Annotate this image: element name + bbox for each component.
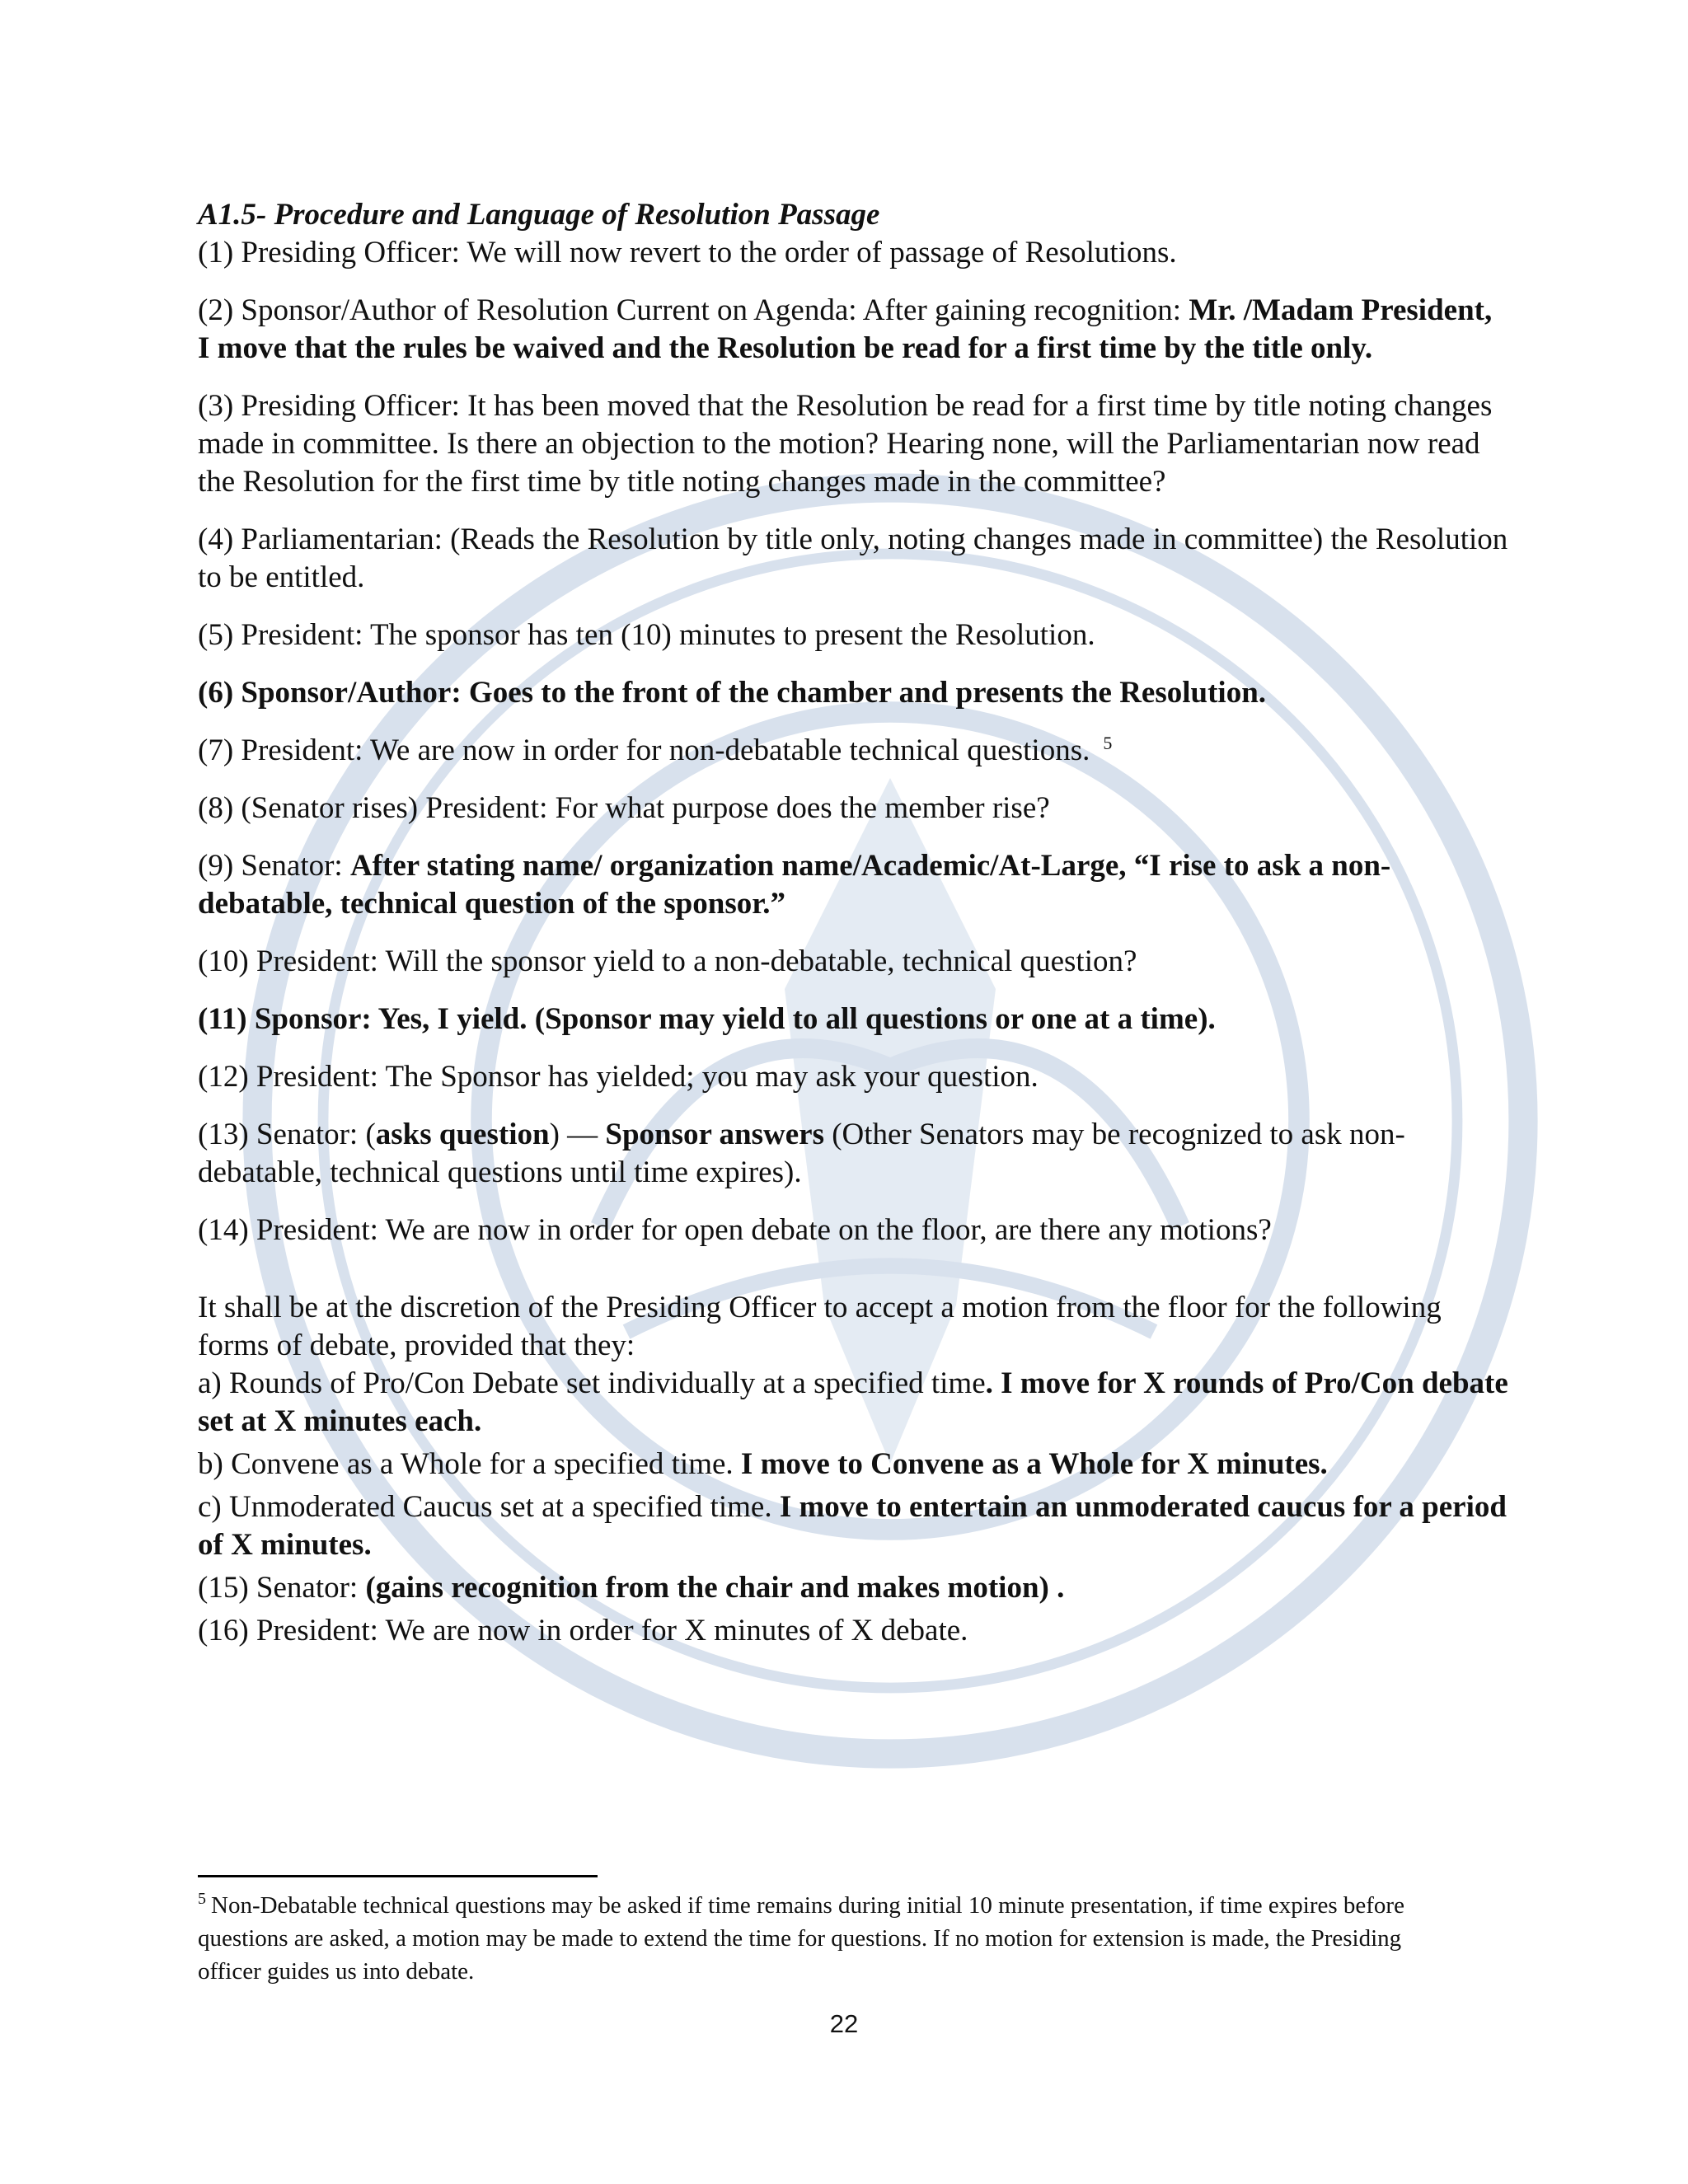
footnote-reference[interactable]: 5	[1103, 732, 1113, 753]
paragraph-13-text-c: (Other Senators may be recognized to ask non-debatable, technical questions until time expires).	[198, 1118, 1405, 1189]
paragraph-6	[198, 674, 1508, 712]
paragraph-5: (5) President: The sponsor has ten (10) minutes to present the Resolution.	[198, 618, 1095, 652]
section-heading: A1.5- Procedure and Language of Resolution Passage	[198, 198, 880, 232]
debate-option-a-bold: . I move for X rounds of Pro/Con debate set at X minutes each.	[198, 1366, 1508, 1438]
paragraph-13-text-a: (13) Senator: (	[198, 1118, 376, 1151]
paragraph-15-text: (15) Senator:	[198, 1571, 366, 1605]
paragraph-7	[198, 732, 1508, 770]
page-number: 22	[829, 2009, 859, 2038]
paragraph-13-bold-a: asks question	[375, 1118, 550, 1151]
paragraph-13-bold-b: Sponsor answers	[605, 1118, 824, 1151]
debate-option-b-text: b) Convene as a Whole for a specified time.	[198, 1447, 741, 1481]
footnote	[198, 1889, 1467, 1988]
paragraph-2-text: (2) Sponsor/Author of Resolution Current on Agenda: After gaining recognition:	[198, 293, 1189, 327]
paragraph-3: (3) Presiding Officer: It has been moved that the Resolution be read for a first time by title noting changes made in committee. Is there an objection to the motion? Hearing none, will the Parliamentarian now read the Resolution for the first time by title noting changes made in the committee?	[198, 389, 1493, 499]
paragraph-4: (4) Parliamentarian: (Reads the Resolution by title only, noting changes made in committee) the Resolution to be entitled.	[198, 523, 1508, 594]
debate-option-a	[198, 1365, 1508, 1441]
paragraph-9-bold: After stating name/ organization name/Academic/At-Large, “I rise to ask a non-debatable, technical question of the sponsor.”	[198, 849, 1391, 921]
paragraph-16: (16) President: We are now in order for X minutes of X debate.	[198, 1614, 968, 1647]
footnote-divider	[198, 1875, 598, 1877]
debate-option-a-text: a) Rounds of Pro/Con Debate set individually at a specified time	[198, 1366, 986, 1400]
paragraph-12: (12) President: The Sponsor has yielded; you may ask your question.	[198, 1060, 1039, 1094]
paragraph-10: (10) President: Will the sponsor yield to a non-debatable, technical question?	[198, 944, 1137, 978]
paragraph-13-text-b: ) —	[549, 1118, 606, 1151]
debate-option-b-bold: I move to Convene as a Whole for X minutes.	[740, 1447, 1328, 1481]
paragraph-6-bold: (6) Sponsor/Author: Goes to the front of the chamber and presents the Resolution.	[198, 676, 1267, 710]
paragraph-2	[198, 292, 1508, 368]
paragraph-13	[198, 1116, 1508, 1192]
paragraph-11	[198, 1001, 1508, 1038]
debate-option-b	[198, 1446, 1508, 1483]
paragraph-15	[198, 1569, 1508, 1607]
paragraph-discretion: It shall be at the discretion of the Presiding Officer to accept a motion from the floor for the following forms of debate, provided that they:	[198, 1291, 1442, 1362]
debate-option-c-text: c) Unmoderated Caucus set at a specified time.	[198, 1490, 780, 1524]
paragraph-11-bold: (11) Sponsor: Yes, I yield. (Sponsor may yield to all questions or one at a time).	[198, 1002, 1216, 1036]
paragraph-9	[198, 847, 1508, 923]
paragraph-9-text: (9) Senator:	[198, 849, 350, 883]
footnote-number: 5	[198, 1890, 206, 1909]
debate-option-c	[198, 1488, 1508, 1564]
footnote-text: Non-Debatable technical questions may be asked if time remains during initial 10 minute presentation, if time expires before questions are asked, a motion may be made to extend the time for questions. If no motion for extension is made, the Presiding officer guides us into debate.	[198, 1892, 1404, 1985]
paragraph-2-bold: Mr. /Madam President, I move that the rules be waived and the Resolution be read for a first time by the title only.	[198, 293, 1493, 365]
document-body	[198, 196, 1508, 1650]
debate-option-c-bold: I move to entertain an unmoderated caucus for a period of X minutes.	[198, 1490, 1507, 1562]
paragraph-15-bold: (gains recognition from the chair and makes motion) .	[365, 1571, 1065, 1605]
paragraph-8: (8) (Senator rises) President: For what purpose does the member rise?	[198, 791, 1050, 825]
paragraph-1: (1) Presiding Officer: We will now revert to the order of passage of Resolutions.	[198, 236, 1177, 269]
paragraph-14: (14) President: We are now in order for open debate on the floor, are there any motions?	[198, 1213, 1272, 1247]
paragraph-7-text: (7) President: We are now in order for non-debatable technical questions.	[198, 733, 1090, 767]
